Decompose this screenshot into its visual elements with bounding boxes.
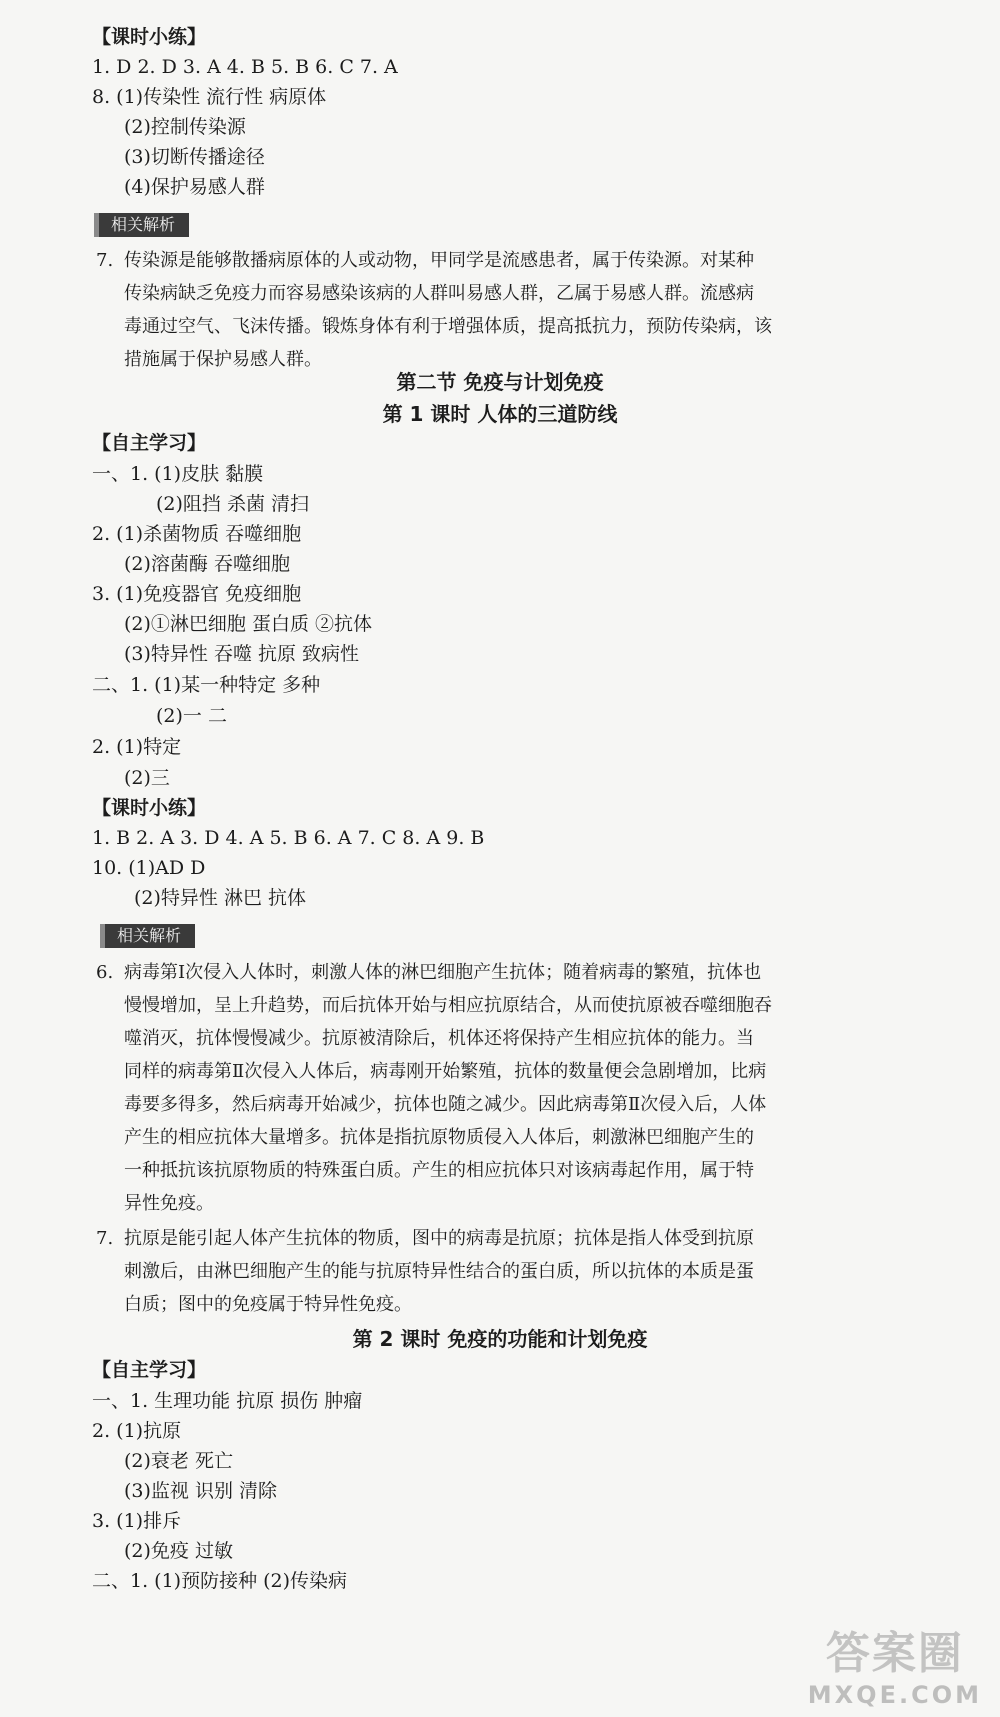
answer-line: 1. D 2. D 3. A 4. B 5. B 6. C 7. A — [92, 56, 398, 78]
answer-line: (2)三 — [124, 767, 170, 789]
explanation-line: 噬消灭，抗体慢慢减少。抗原被清除后，机体还将保持产生相应抗体的能力。当 — [124, 1028, 754, 1049]
answer-line: (2)阻挡 杀菌 清扫 — [156, 493, 309, 515]
watermark-logo — [808, 1617, 982, 1709]
answer-line: (3)监视 识别 清除 — [124, 1480, 277, 1502]
answer-line: (2)控制传染源 — [124, 116, 246, 138]
answer-line: 一、1. 生理功能 抗原 损伤 肿瘤 — [92, 1390, 363, 1412]
explanation-line: 异性免疫。 — [124, 1193, 214, 1214]
lesson-title: 第 2 课时 免疫的功能和计划免疫 — [352, 1327, 648, 1351]
answer-line: (2)特异性 淋巴 抗体 — [134, 887, 306, 909]
answer-line: 二、1. (1)预防接种 (2)传染病 — [92, 1570, 348, 1592]
answer-line: (2)溶菌酶 吞噬细胞 — [124, 553, 290, 575]
answer-line: 3. (1)免疫器官 免疫细胞 — [92, 583, 302, 605]
explanation-line: 传染源是能够散播病原体的人或动物，甲同学是流感患者，属于传染源。对某种 — [124, 250, 754, 271]
watermark-url: MXQE.COM — [807, 1681, 982, 1709]
explanation-line: 传染病缺乏免疫力而容易感染该病的人群叫易感人群，乙属于易感人群。流感病 — [124, 283, 754, 304]
answer-line: (2)①淋巴细胞 蛋白质 ②抗体 — [124, 613, 372, 635]
watermark-text: 答案圈 — [825, 1628, 964, 1679]
explanation-number: 6. — [96, 962, 114, 983]
answer-line: (4)保护易感人群 — [124, 176, 265, 198]
answer-line: (2)免疫 过敏 — [124, 1540, 233, 1562]
lesson-title: 第 1 课时 人体的三道防线 — [382, 402, 618, 426]
analysis-badge: 相关解析 — [100, 924, 195, 948]
explanation-line: 一种抵抗该抗原物质的特殊蛋白质。产生的相应抗体只对该病毒起作用，属于特 — [124, 1160, 754, 1181]
analysis-badge: 相关解析 — [94, 213, 189, 237]
explanation-line: 毒通过空气、飞沫传播。锻炼身体有利于增强体质，提高抵抗力，预防传染病，该 — [124, 316, 772, 337]
answer-line: 1. B 2. A 3. D 4. A 5. B 6. A 7. C 8. A 9. B — [92, 827, 485, 849]
self-study-heading: 【自主学习】 — [92, 432, 207, 454]
explanation-line: 刺激后，由淋巴细胞产生的能与抗原特异性结合的蛋白质，所以抗体的本质是蛋 — [124, 1261, 754, 1282]
answer-line: 10. (1)AD D — [92, 857, 206, 879]
answer-line: (3)切断传播途径 — [124, 146, 265, 168]
explanation-line: 白质；图中的免疫属于特异性免疫。 — [124, 1294, 412, 1315]
practice-heading: 【课时小练】 — [92, 26, 207, 48]
explanation-line: 同样的病毒第Ⅱ次侵入人体后，病毒刚开始繁殖，抗体的数量便会急剧增加，比病 — [124, 1061, 767, 1082]
explanation-line: 慢慢增加，呈上升趋势，而后抗体开始与相应抗原结合，从而使抗原被吞噬细胞吞 — [124, 995, 772, 1016]
answer-line: 2. (1)杀菌物质 吞噬细胞 — [92, 523, 302, 545]
answer-line: 2. (1)特定 — [92, 736, 182, 758]
explanation-line: 措施属于保护易感人群。 — [124, 349, 322, 370]
explanation-line: 抗原是能引起人体产生抗体的物质，图中的病毒是抗原；抗体是指人体受到抗原 — [124, 1228, 754, 1249]
answer-line: 8. (1)传染性 流行性 病原体 — [92, 86, 327, 108]
self-study-heading: 【自主学习】 — [92, 1359, 207, 1381]
practice-heading: 【课时小练】 — [92, 797, 207, 819]
explanation-line: 产生的相应抗体大量增多。抗体是指抗原物质侵入人体后，刺激淋巴细胞产生的 — [124, 1127, 754, 1148]
answer-line: 2. (1)抗原 — [92, 1420, 182, 1442]
answer-line: (2)一 二 — [156, 705, 227, 727]
explanation-number: 7. — [96, 1228, 114, 1249]
explanation-number: 7. — [96, 250, 114, 271]
answer-line: 二、1. (1)某一种特定 多种 — [92, 674, 321, 696]
explanation-line: 病毒第Ⅰ次侵入人体时，刺激人体的淋巴细胞产生抗体；随着病毒的繁殖，抗体也 — [124, 962, 762, 983]
answer-line: (2)衰老 死亡 — [124, 1450, 233, 1472]
explanation-line: 毒要多得多，然后病毒开始减少，抗体也随之减少。因此病毒第Ⅱ次侵入后，人体 — [124, 1094, 767, 1115]
answer-line: (3)特异性 吞噬 抗原 致病性 — [124, 643, 360, 665]
answer-line: 一、1. (1)皮肤 黏膜 — [92, 463, 264, 485]
answer-line: 3. (1)排斥 — [92, 1510, 182, 1532]
section-title: 第二节 免疫与计划免疫 — [396, 370, 604, 394]
